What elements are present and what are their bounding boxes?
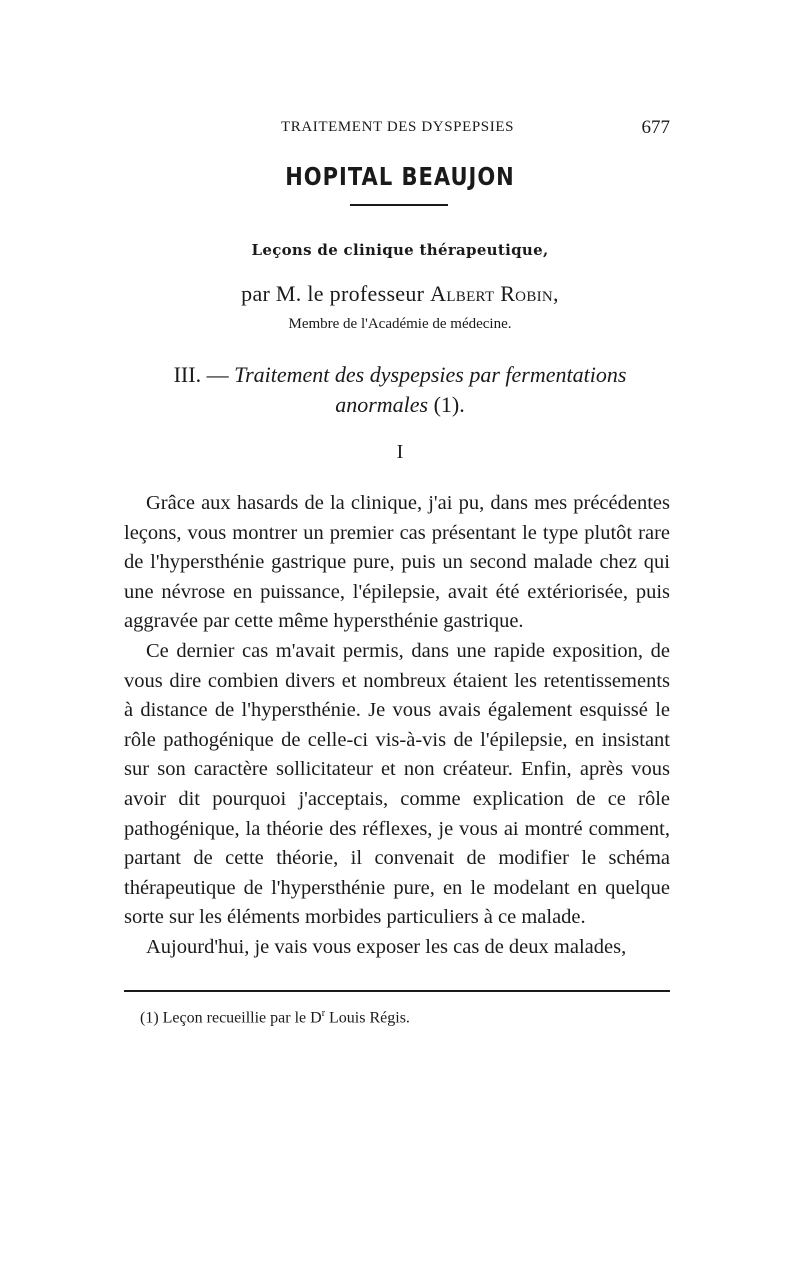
section-numeral: I bbox=[396, 441, 404, 463]
paragraph: Grâce aux hasards de la clinique, j'ai pu, dans mes précédentes leçons, vous montrer un premier cas présentant le type plutôt rare de l'hypersthénie gastrique pure, puis un second malade chez qui une névrose en puissance, l'épilepsie, avait été extériorisée, puis aggravée par cette même hypersthénie gastrique. bbox=[124, 492, 670, 633]
page-number: 677 bbox=[641, 117, 670, 138]
lecture-series-subtitle: Leçons de clinique thérapeutique, bbox=[251, 241, 549, 259]
author-affiliation: Membre de l'Académie de médecine. bbox=[288, 316, 512, 332]
hospital-heading: HOPITAL BEAUJON bbox=[285, 162, 515, 191]
heading-rule bbox=[350, 204, 448, 206]
author-byline bbox=[0, 281, 800, 307]
footnote-text-end: Louis Régis. bbox=[329, 1009, 410, 1027]
author-name: Albert Robin, bbox=[430, 281, 559, 306]
footnote-text: Leçon recueillie par le D bbox=[162, 1009, 322, 1027]
lesson-title bbox=[0, 360, 800, 420]
body-text bbox=[124, 489, 670, 963]
lesson-number: III. — bbox=[173, 362, 229, 387]
footnote-superscript: r bbox=[321, 1008, 326, 1019]
footnote bbox=[140, 1008, 410, 1027]
paragraph: Aujourd'hui, je vais vous exposer les cas de deux malades, bbox=[146, 935, 627, 958]
footnote-divider bbox=[124, 990, 670, 992]
byline-prefix: par M. le professeur bbox=[241, 281, 425, 306]
running-title: TRAITEMENT DES DYSPEPSIES bbox=[280, 119, 515, 135]
lesson-title-line-1: Traitement des dyspepsies par fermentations bbox=[234, 362, 627, 387]
paragraph: Ce dernier cas m'avait permis, dans une rapide exposition, de vous dire combien divers et nombreux étaient les retentissements à distance de l'hypersthénie. Je vous avais également esquissé le rôle pathogénique de celle-ci vis-à-vis de l'épilepsie, en insistant sur son caractère sollicitateur et non créateur. Enfin, après vous avoir dit pourquoi j'acceptais, comme explication de ce rôle pathogénique, la théorie des réflexes, je vous ai montré comment, partant de cette théorie, il convenait de modifier le schéma thérapeutique de l'hypersthénie pure, en le modelant en quelque sorte sur les éléments morbides particuliers à ce malade. bbox=[124, 639, 670, 929]
footnote-reference: (1). bbox=[433, 392, 465, 417]
footnote-marker: (1) bbox=[140, 1009, 159, 1027]
lesson-title-line-2: anormales bbox=[335, 392, 429, 417]
running-header bbox=[125, 117, 670, 141]
